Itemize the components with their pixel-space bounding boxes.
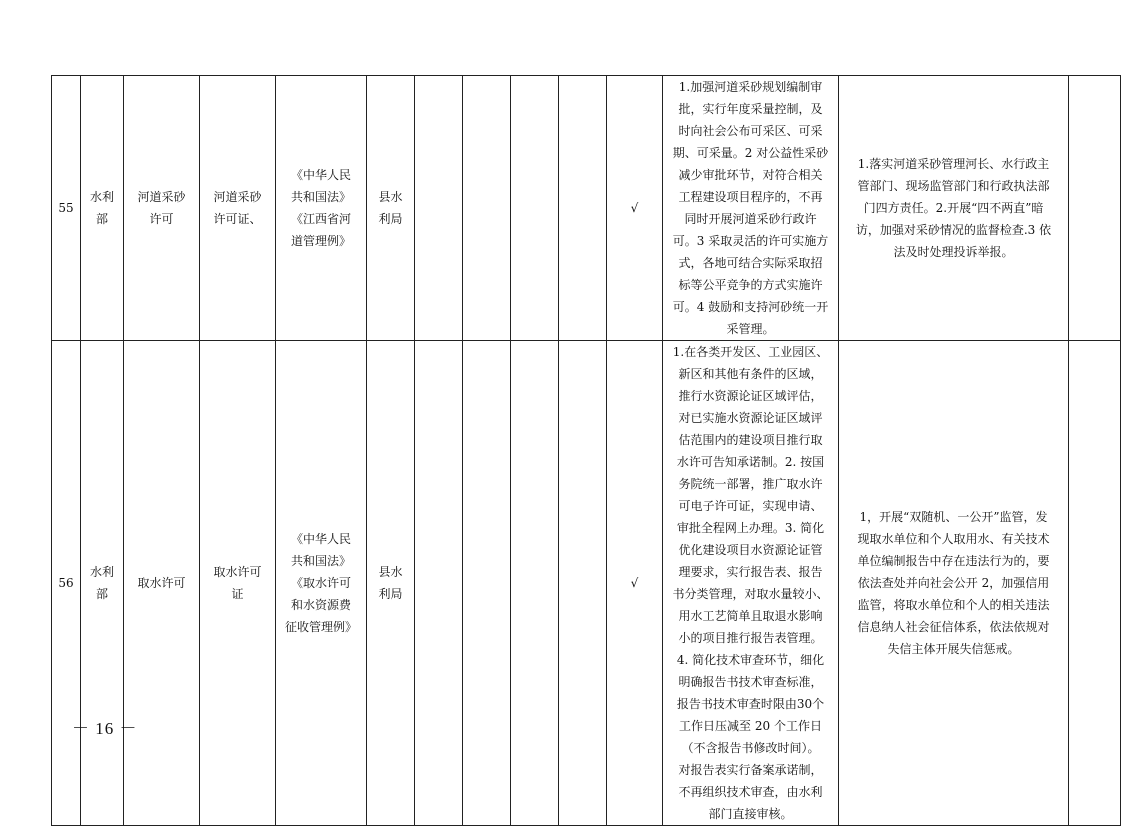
page-number: － 16 － [72,719,138,738]
legal-basis-cell: 《中华人民 共和国法》 《江西省河 道管理例》 [276,76,367,341]
item-name-cell: 河道采砂 许可 [124,76,200,341]
department-cell: 水利 部 [81,76,124,341]
item-name-cell: 取水许可 [124,341,200,826]
remark-cell [1069,341,1121,826]
authority-cell: 县水 利局 [367,341,415,826]
sub-item-cell: 河道采砂 许可证、 [200,76,276,341]
table-row [52,76,1121,341]
reform-column-3 [511,76,559,341]
policy-table [51,75,1121,826]
reform-column-4 [559,341,607,826]
reform-measures-cell: 1.加强河道采砂规划编制审 批，实行年度采量控制，及 时向社会公布可采区、可采 期、可采量。2 对公益性采砂 减少审批环节，对符合相关 工程建设项目程序的，不再 同时开展河道采砂行政许 可。3 采取灵活的许可实施方 式，各地可结合实际采取招 标等公平竞争的方式实施许 可。4 鼓励和支持河砂统一开 采管理。 [663,76,839,341]
supervision-measures-cell: 1.落实河道采砂管理河长、水行政主 管部门、现场监管部门和行政执法部 门四方责任。2.开展“四不两直”暗 访，加强对采砂情况的监督检查.3 依 法及时处理投诉举报。 [839,76,1069,341]
remark-cell [1069,76,1121,341]
reform-measures-cell: 1.在各类开发区、工业园区、 新区和其他有条件的区域， 推行水资源论证区域评估， 对已实施水资源论证区域评 估范围内的建设项目推行取 水许可告知承诺制。2. 按国 务院统一部署，推广取水许 可电子许可证，实现申请、 审批全程网上办理。3. 简化 优化建设项目水资源论证管 理要求，实行报告表、报告 书分类管理，对取水量较小、 用水工艺简单且取退水影响 小的项目推行报告表管理。 4. 简化技术审查环节，细化 明确报告书技术审查标准， 报告书技术审查时限由30个 工作日压减至 20 个工作日 （不含报告书修改时间）。 对报告表实行备案承诺制， 不再组织技术审查，由水利 部门直接审核。 [663,341,839,826]
table-row [52,341,1121,826]
department-cell: 水利 部 [81,341,124,826]
reform-column-2 [463,341,511,826]
reform-column-3 [511,341,559,826]
legal-basis-cell: 《中华人民 共和国法》 《取水许可 和水资源费 征收管理例》 [276,341,367,826]
row-number: 56 [52,341,81,826]
checkmark-cell: √ [607,341,663,826]
reform-column-1 [415,341,463,826]
checkmark-cell: √ [607,76,663,341]
sub-item-cell: 取水许可 证 [200,341,276,826]
reform-column-4 [559,76,607,341]
reform-column-1 [415,76,463,341]
authority-cell: 县水 利局 [367,76,415,341]
supervision-measures-cell: 1，开展“双随机、一公开”监管，发 现取水单位和个人取用水、有关技术 单位编制报告中存在违法行为的，要 依法查处并向社会公开 2，加强信用 监管，将取水单位和个人的相关违法 信息纳人社会征信体系，依法依规对 失信主体开展失信惩戒。 [839,341,1069,826]
reform-column-2 [463,76,511,341]
row-number: 55 [52,76,81,341]
